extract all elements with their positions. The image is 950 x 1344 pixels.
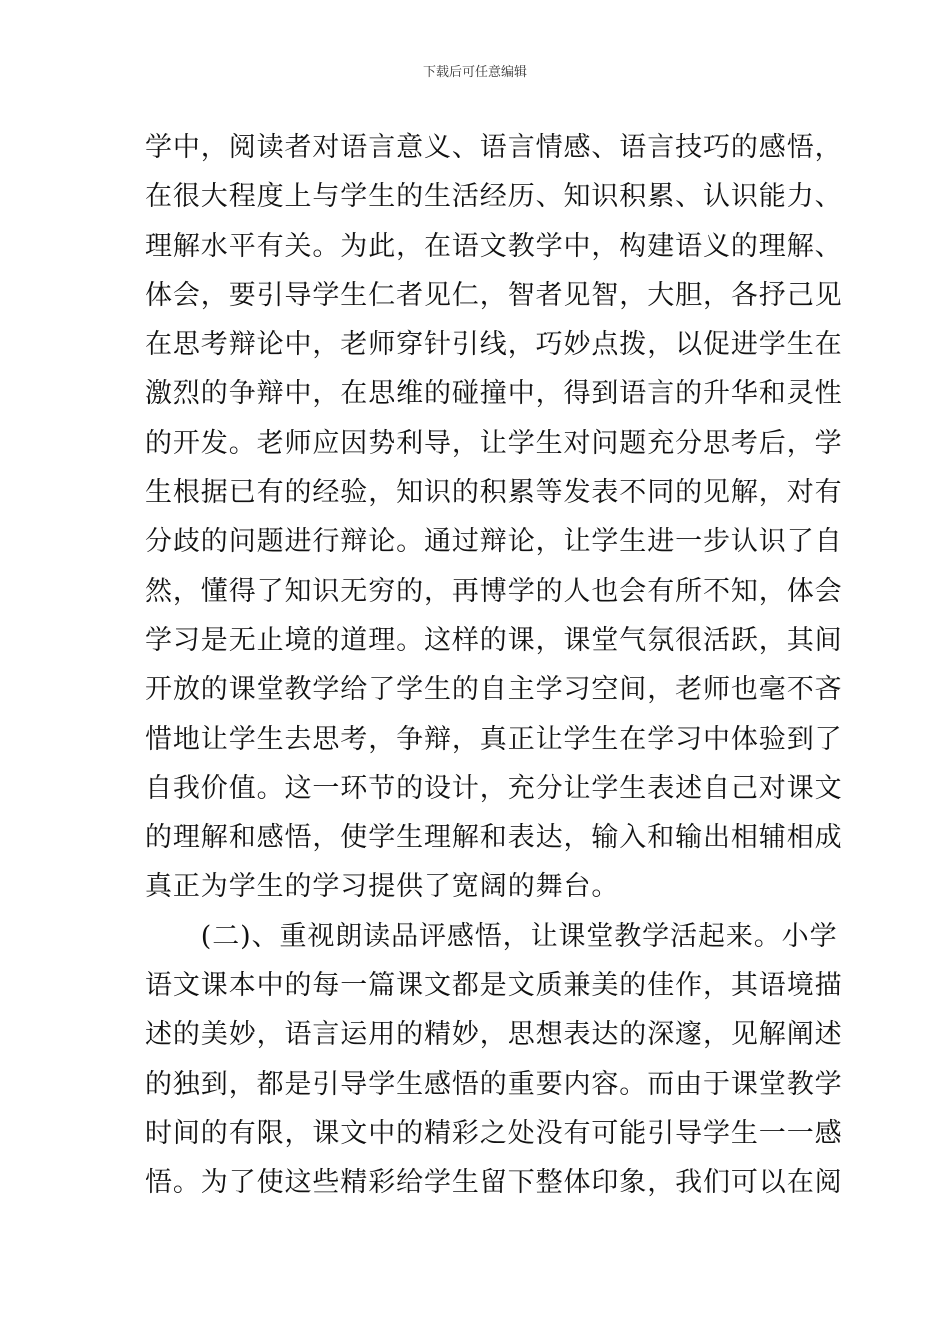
page-header: 下载后可任意编辑 (422, 65, 527, 80)
text-line: 时间的有限，课文中的精彩之处没有可能引导学生一一感 (145, 1117, 843, 1149)
text-line: 述的美妙，语言运用的精妙，思想表达的深邃，见解阐述 (145, 1019, 843, 1051)
text-line: 分歧的问题进行辩论。通过辩论，让学生进一步认识了自 (145, 526, 843, 558)
document-body (145, 126, 843, 1211)
text-line: 学习是无止境的道理。这样的课，课堂气氛很活跃，其间 (145, 624, 843, 656)
text-line: 开放的课堂教学给了学生的自主学习空间，老师也毫不吝 (145, 674, 843, 706)
text-line: 学中，阅读者对语言意义、语言情感、语言技巧的感悟， (145, 132, 843, 163)
text-line: 语文课本中的每一篇课文都是文质兼美的佳作，其语境描 (145, 970, 843, 1002)
text-line: 体会，要引导学生仁者见仁，智者见智，大胆，各抒己见 (145, 279, 843, 311)
text-line: 真正为学生的学习提供了宽阔的舞台。 (145, 871, 620, 903)
text-line: 悟。为了使这些精彩给学生留下整体印象，我们可以在阅 (145, 1167, 843, 1199)
text-line: 在很大程度上与学生的生活经历、知识积累、认识能力、 (145, 181, 843, 213)
text-line: 自我价值。这一环节的设计，充分让学生表述自己对课文 (145, 772, 843, 804)
section-heading-line: (二)、重视朗读品评感悟，让课堂教学活起来。小学 (145, 920, 838, 952)
text-line: 的独到，都是引导学生感悟的重要内容。而由于课堂教学 (145, 1068, 843, 1100)
text-line: 激烈的争辩中，在思维的碰撞中，得到语言的升华和灵性 (145, 378, 843, 410)
text-line: 在思考辩论中，老师穿针引线，巧妙点拨，以促进学生在 (145, 329, 843, 361)
text-line: 的开发。老师应因势利导，让学生对问题充分思考后，学 (145, 427, 843, 459)
text-line: 生根据已有的经验，知识的积累等发表不同的见解，对有 (145, 477, 843, 509)
text-line: 惜地让学生去思考，争辩，真正让学生在学习中体验到了 (145, 723, 843, 755)
text-line: 然，懂得了知识无穷的，再博学的人也会有所不知，体会 (145, 575, 843, 607)
text-line: 理解水平有关。为此，在语文教学中，构建语义的理解、 (145, 230, 843, 262)
text-line: 的理解和感悟，使学生理解和表达，输入和输出相辅相成 (145, 822, 843, 854)
